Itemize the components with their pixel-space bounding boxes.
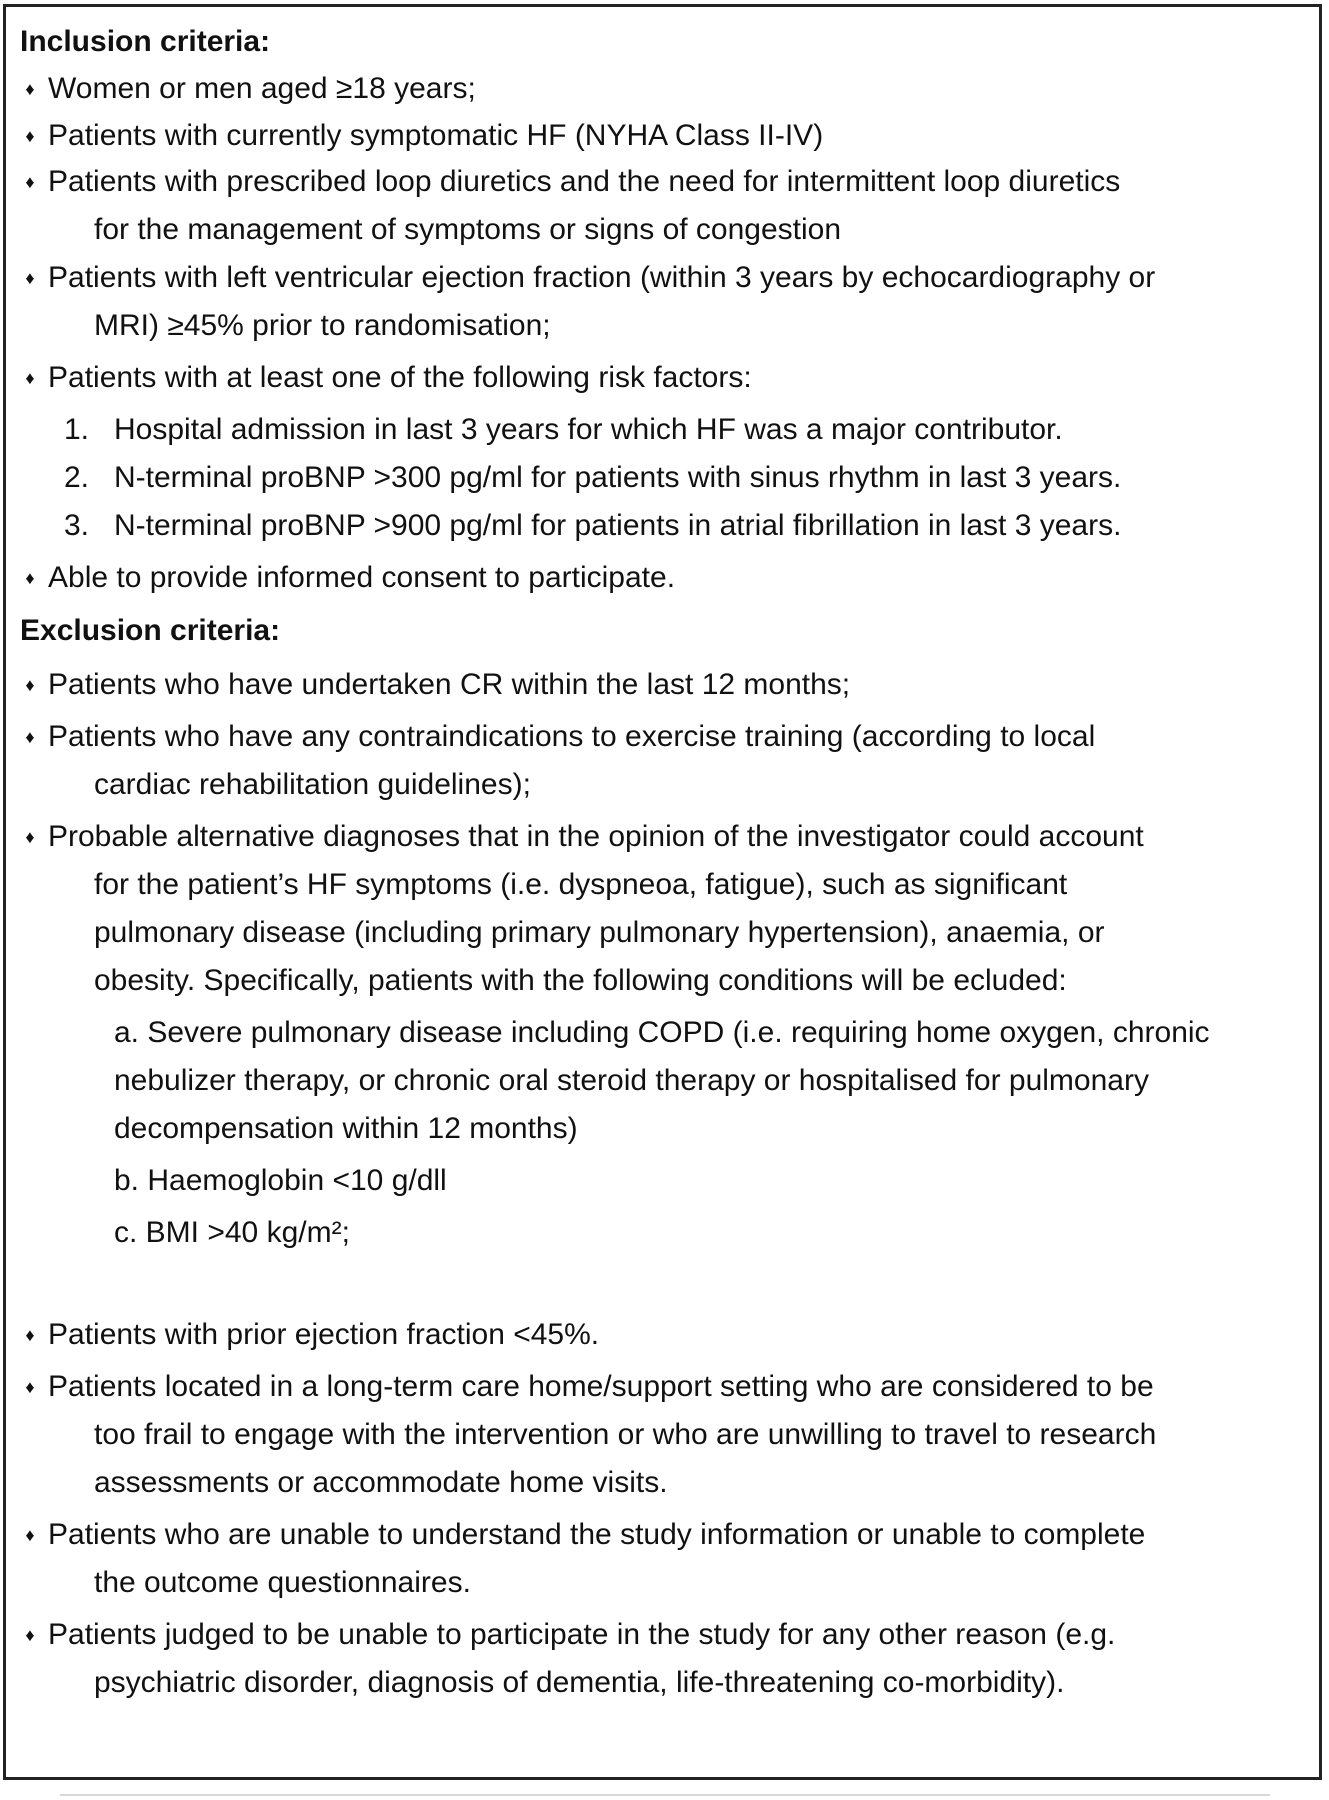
diamond-bullet-icon: ♦ <box>25 79 35 99</box>
exclusion-heading: Exclusion criteria: <box>20 614 281 647</box>
item-text: Patients who have any contraindications to exercise training (according to local <box>48 720 1096 753</box>
risk-factor-number: 2. <box>64 461 90 494</box>
diamond-bullet-icon: ♦ <box>25 1625 35 1645</box>
item-text: cardiac rehabilitation guidelines); <box>94 768 531 801</box>
item-text: for the management of symptoms or signs of congestion <box>94 213 842 246</box>
risk-factor-number: 3. <box>64 509 90 542</box>
item-text: Able to provide informed consent to participate. <box>48 561 676 594</box>
item-text: too frail to engage with the intervention or who are unwilling to travel to research <box>94 1418 1157 1451</box>
condition-text: a. Severe pulmonary disease including COPD (i.e. requiring home oxygen, chronic <box>114 1016 1210 1049</box>
item-text: MRI) ≥45% prior to randomisation; <box>94 309 551 342</box>
item-text: Patients judged to be unable to participate in the study for any other reason (e.g. <box>48 1618 1116 1651</box>
diamond-bullet-icon: ♦ <box>25 268 35 288</box>
diamond-bullet-icon: ♦ <box>25 1325 35 1345</box>
criteria-box <box>3 4 1322 1780</box>
item-text: Patients with left ventricular ejection fraction (within 3 years by echocardiography or <box>48 261 1156 294</box>
inclusion-heading: Inclusion criteria: <box>20 25 271 58</box>
risk-factor-number: 1. <box>64 413 90 446</box>
diamond-bullet-icon: ♦ <box>25 827 35 847</box>
item-text: Patients who have undertaken CR within the last 12 months; <box>48 668 851 701</box>
condition-text: c. BMI >40 kg/m²; <box>114 1216 350 1249</box>
item-text: pulmonary disease (including primary pulmonary hypertension), anaemia, or <box>94 916 1105 949</box>
item-text: Probable alternative diagnoses that in the opinion of the investigator could account <box>48 820 1144 853</box>
item-text: Patients with currently symptomatic HF (NYHA Class II-IV) <box>48 119 824 152</box>
item-text: assessments or accommodate home visits. <box>94 1466 668 1499</box>
item-text: obesity. Specifically, patients with the following conditions will be ecluded: <box>94 964 1067 997</box>
risk-factor-text: Hospital admission in last 3 years for which HF was a major contributor. <box>114 413 1063 446</box>
item-text: Patients with at least one of the following risk factors: <box>48 361 752 394</box>
diamond-bullet-icon: ♦ <box>25 675 35 695</box>
item-text: Patients located in a long-term care home/support setting who are considered to be <box>48 1370 1154 1403</box>
diamond-bullet-icon: ♦ <box>25 727 35 747</box>
diamond-bullet-icon: ♦ <box>25 568 35 588</box>
item-text: Women or men aged ≥18 years; <box>48 72 476 105</box>
item-text: psychiatric disorder, diagnosis of dementia, life-threatening co-morbidity). <box>94 1666 1065 1699</box>
risk-factor-text: N-terminal proBNP >300 pg/ml for patients with sinus rhythm in last 3 years. <box>114 461 1122 494</box>
condition-text: b. Haemoglobin <10 g/dll <box>114 1164 447 1197</box>
diamond-bullet-icon: ♦ <box>25 368 35 388</box>
item-text: Patients with prior ejection fraction <45%. <box>48 1318 600 1351</box>
item-text: Patients who are unable to understand the study information or unable to complete <box>48 1518 1146 1551</box>
diamond-bullet-icon: ♦ <box>25 1525 35 1545</box>
bottom-divider <box>60 1794 1270 1796</box>
condition-text: decompensation within 12 months) <box>114 1112 578 1145</box>
risk-factor-text: N-terminal proBNP >900 pg/ml for patients in atrial fibrillation in last 3 years. <box>114 509 1122 542</box>
item-text: Patients with prescribed loop diuretics and the need for intermittent loop diuretics <box>48 165 1121 198</box>
diamond-bullet-icon: ♦ <box>25 126 35 146</box>
condition-text: nebulizer therapy, or chronic oral steroid therapy or hospitalised for pulmonary <box>114 1064 1149 1097</box>
diamond-bullet-icon: ♦ <box>25 172 35 192</box>
item-text: for the patient’s HF symptoms (i.e. dyspneoa, fatigue), such as significant <box>94 868 1068 901</box>
item-text: the outcome questionnaires. <box>94 1566 471 1599</box>
diamond-bullet-icon: ♦ <box>25 1377 35 1397</box>
